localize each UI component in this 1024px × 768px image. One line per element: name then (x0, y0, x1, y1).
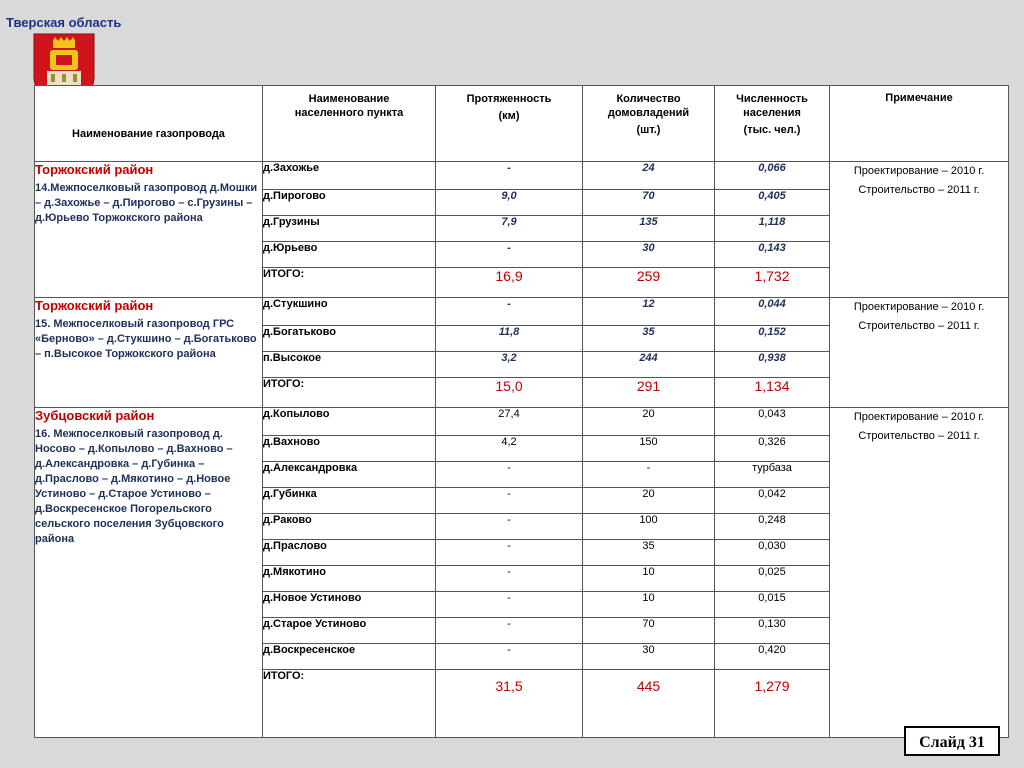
length-value: 3,2 (436, 352, 583, 378)
total-households: 445 (583, 670, 715, 738)
pipeline-description: 15. Межпоселковый газопровод ГРС «Берново» – д.Стукшино – д.Богатьково – п.Высокое Торжокского района (35, 318, 257, 360)
population-value: 0,015 (715, 592, 830, 618)
settlement-name: д.Грузины (263, 216, 436, 242)
length-value: 4,2 (436, 436, 583, 462)
households-value: 10 (583, 592, 715, 618)
pipeline-cell (35, 162, 263, 298)
households-value: 150 (583, 436, 715, 462)
population-value: 0,326 (715, 436, 830, 462)
households-value: 20 (583, 408, 715, 436)
settlement-name: д.Богатьково (263, 326, 436, 352)
total-length: 31,5 (436, 670, 583, 738)
households-value: - (583, 462, 715, 488)
pipeline-description: 14.Межпоселковый газопровод д.Мошки – д.Захожье – д.Пирогово – с.Грузины – д.Юрьево Торжокского района (35, 182, 258, 224)
households-value: 10 (583, 566, 715, 592)
settlement-name: д.Вахново (263, 436, 436, 462)
total-households: 291 (583, 378, 715, 408)
population-value: 0,420 (715, 644, 830, 670)
length-value: 7,9 (436, 216, 583, 242)
district-name: Торжокский район (35, 162, 154, 177)
settlement-name: д.Праслово (263, 540, 436, 566)
population-value: 0,130 (715, 618, 830, 644)
settlement-name: д.Новое Устиново (263, 592, 436, 618)
length-value: - (436, 644, 583, 670)
households-value: 20 (583, 488, 715, 514)
header-population: Численность населения (тыс. чел.) (715, 86, 830, 162)
length-value: 11,8 (436, 326, 583, 352)
settlement-name: д.Александровка (263, 462, 436, 488)
note-line: Проектирование – 2010 г. (853, 165, 985, 177)
households-value: 70 (583, 618, 715, 644)
population-value: 0,938 (715, 352, 830, 378)
note-line: Проектирование – 2010 г. (853, 411, 985, 423)
households-value: 100 (583, 514, 715, 540)
slide-number: Слайд 31 (904, 726, 1000, 756)
population-value: 1,118 (715, 216, 830, 242)
population-value: 0,248 (715, 514, 830, 540)
households-value: 135 (583, 216, 715, 242)
households-value: 35 (583, 540, 715, 566)
header-note: Примечание (830, 86, 1009, 162)
settlement-name: д.Юрьево (263, 242, 436, 268)
total-label: ИТОГО: (263, 268, 436, 298)
households-value: 24 (583, 162, 715, 190)
settlement-name: д.Копылово (263, 408, 436, 436)
length-value: - (436, 618, 583, 644)
total-population: 1,134 (715, 378, 830, 408)
length-value: - (436, 162, 583, 190)
total-label: ИТОГО: (263, 670, 436, 738)
population-value: 0,025 (715, 566, 830, 592)
settlement-name: д.Воскресенское (263, 644, 436, 670)
settlement-name: д.Старое Устиново (263, 618, 436, 644)
note-cell (830, 298, 1009, 408)
households-value: 12 (583, 298, 715, 326)
length-value: - (436, 540, 583, 566)
region-title: Тверская область (6, 15, 122, 30)
length-value: 27,4 (436, 408, 583, 436)
households-value: 30 (583, 242, 715, 268)
length-value: - (436, 566, 583, 592)
households-value: 30 (583, 644, 715, 670)
note-cell (830, 162, 1009, 298)
header-length: Протяженность (км) (436, 86, 583, 162)
table-row (35, 298, 1009, 326)
header-households: Количество домовладений (шт.) (583, 86, 715, 162)
population-value: 0,030 (715, 540, 830, 566)
total-households: 259 (583, 268, 715, 298)
note-cell (830, 408, 1009, 738)
gas-pipeline-table (34, 85, 1009, 738)
header-pipeline: Наименование газопровода (35, 86, 263, 162)
population-value: турбаза (715, 462, 830, 488)
table-row (35, 408, 1009, 436)
settlement-name: д.Захожье (263, 162, 436, 190)
settlement-name: п.Высокое (263, 352, 436, 378)
households-value: 35 (583, 326, 715, 352)
total-length: 16,9 (436, 268, 583, 298)
length-value: - (436, 514, 583, 540)
length-value: - (436, 242, 583, 268)
population-value: 0,143 (715, 242, 830, 268)
total-population: 1,732 (715, 268, 830, 298)
settlement-name: д.Стукшино (263, 298, 436, 326)
note-line: Проектирование – 2010 г. (853, 301, 985, 313)
settlement-name: д.Губинка (263, 488, 436, 514)
settlement-name: д.Раково (263, 514, 436, 540)
length-value: - (436, 462, 583, 488)
note-line: Строительство – 2011 г. (858, 184, 980, 196)
population-value: 0,066 (715, 162, 830, 190)
table-header-row (35, 86, 1009, 162)
note-line: Строительство – 2011 г. (858, 430, 980, 442)
header-settlement: Наименование населенного пункта (263, 86, 436, 162)
settlement-name: д.Пирогово (263, 190, 436, 216)
pipeline-description: 16. Межпоселковый газопровод д. Носово – д.Копылово – д.Вахново – д.Александровка – д.Губинка – д.Праслово – д.Мякотино – д.Новое Устиново – д.Старое Устиново – д.Воскресенское Погорельского сельского поселения Зубцовского района (35, 428, 233, 545)
population-value: 0,152 (715, 326, 830, 352)
table-row (35, 162, 1009, 190)
total-population: 1,279 (715, 670, 830, 738)
households-value: 244 (583, 352, 715, 378)
pipeline-cell (35, 408, 263, 738)
population-value: 0,405 (715, 190, 830, 216)
length-value: 9,0 (436, 190, 583, 216)
district-name: Торжокский район (35, 298, 154, 313)
note-line: Строительство – 2011 г. (858, 320, 980, 332)
population-value: 0,043 (715, 408, 830, 436)
population-value: 0,042 (715, 488, 830, 514)
households-value: 70 (583, 190, 715, 216)
length-value: - (436, 592, 583, 618)
length-value: - (436, 488, 583, 514)
settlement-name: д.Мякотино (263, 566, 436, 592)
district-name: Зубцовский район (35, 408, 155, 423)
population-value: 0,044 (715, 298, 830, 326)
pipeline-cell (35, 298, 263, 408)
length-value: - (436, 298, 583, 326)
total-label: ИТОГО: (263, 378, 436, 408)
total-length: 15,0 (436, 378, 583, 408)
